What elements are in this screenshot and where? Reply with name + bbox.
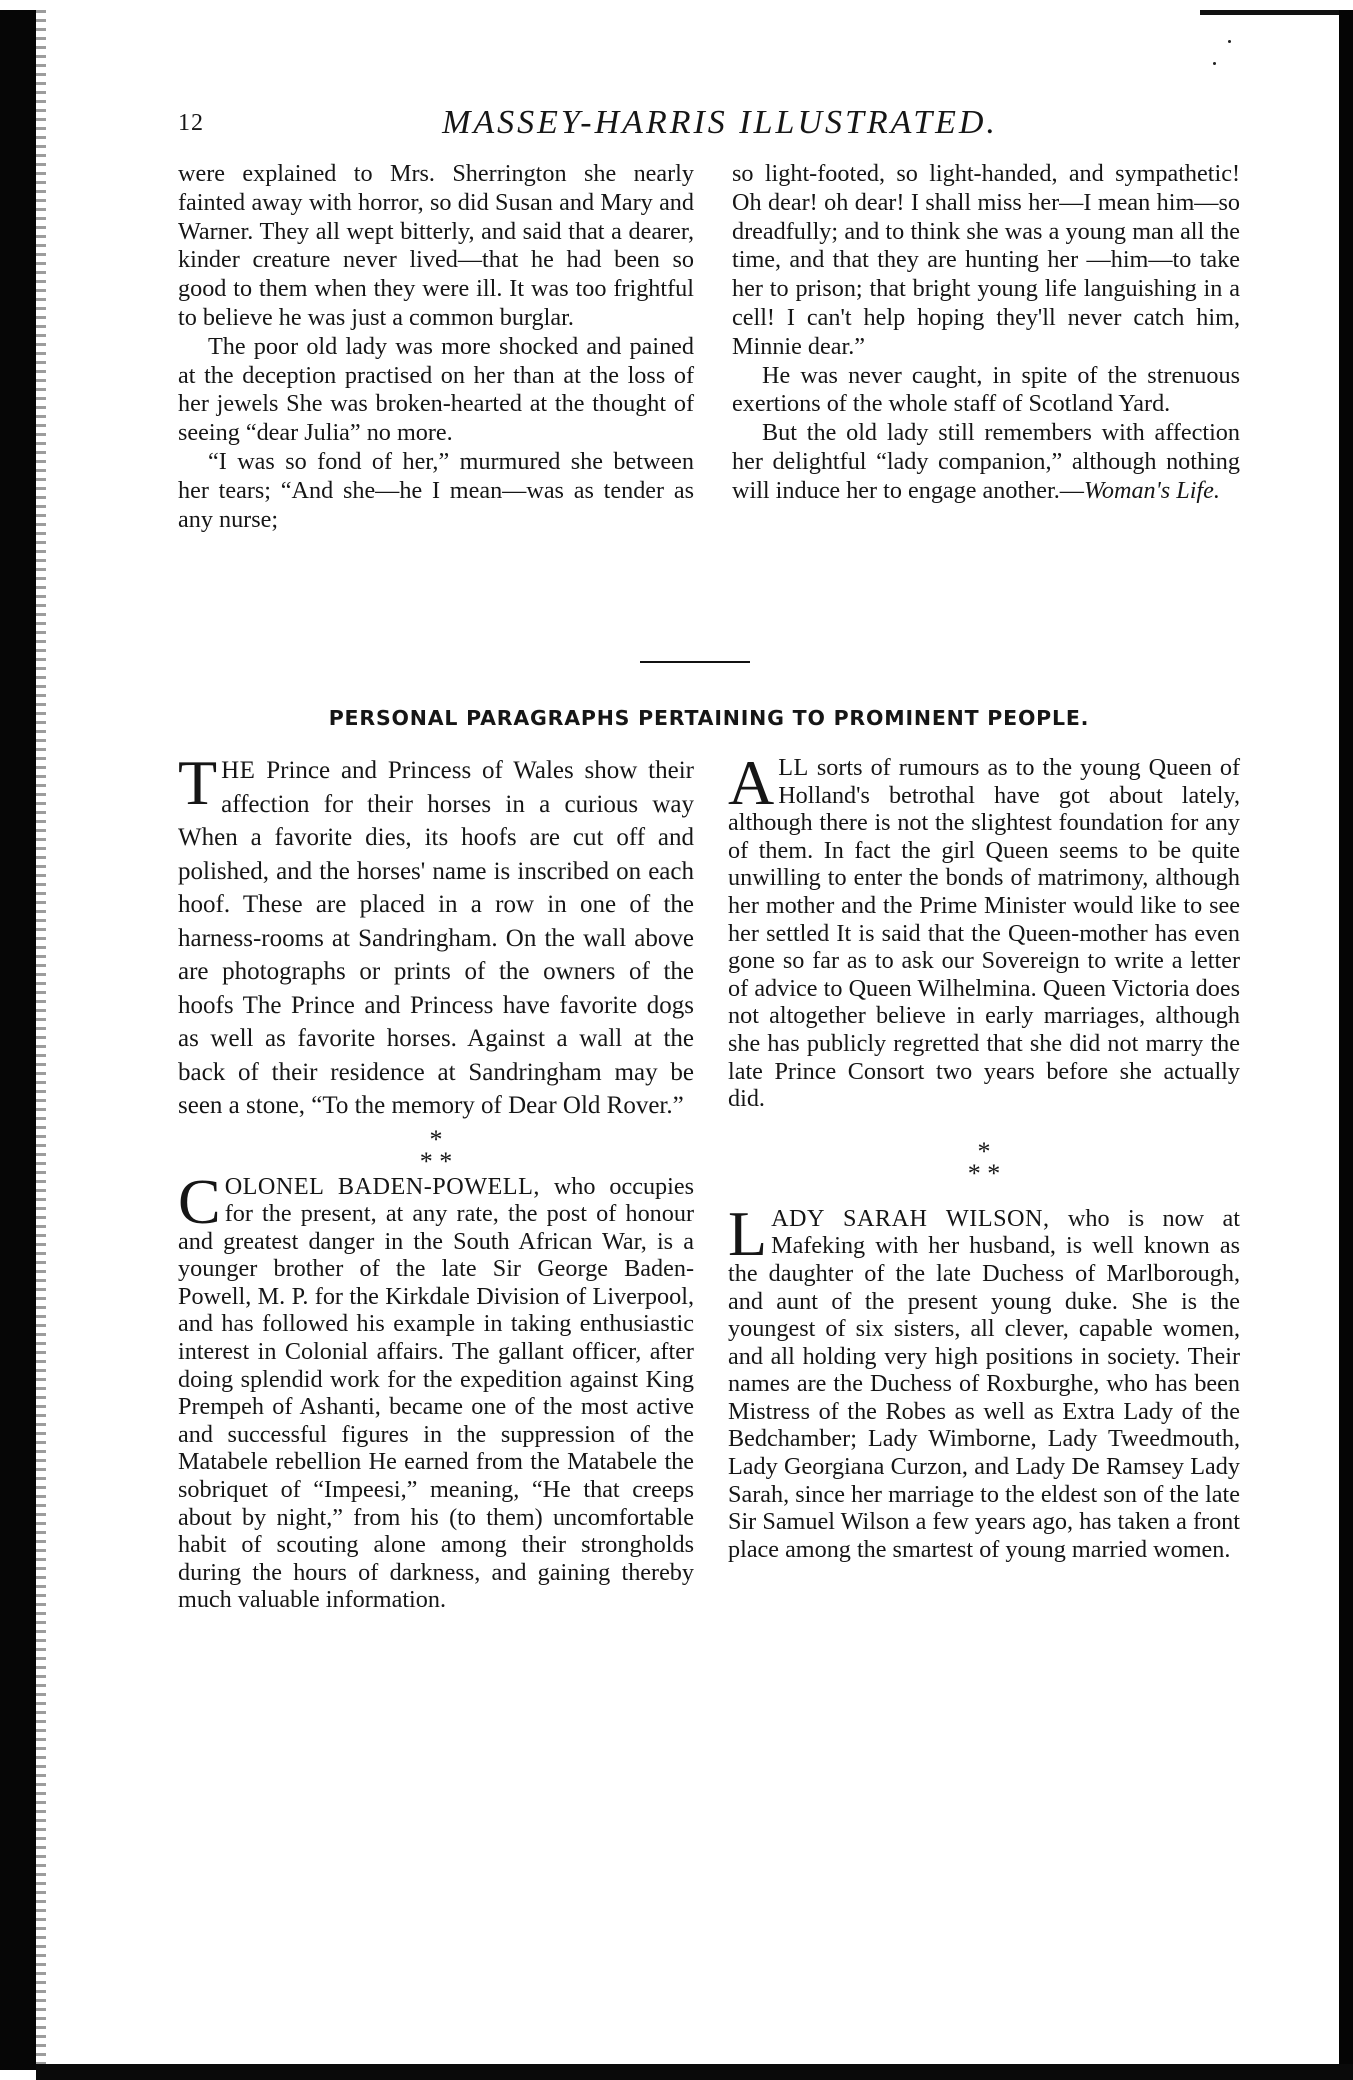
scan-border-right: [1339, 10, 1353, 2080]
running-head: MASSEY-HARRIS ILLUSTRATED.: [442, 104, 998, 141]
paragraph-body: Prince and Princess of Wales show their affection for their horses in a curious way When a favorite dies, its hoofs are cut off and polished, and the horses' name is inscribed on each hoof. These are placed in a row in one of the harness-rooms at Sandringham. On the wall above are photographs or prints of the owners of the hoofs The Prince and Princess have favorite dogs as well as favorite horses. Against a wall at the back of their residence at Sandringham may be seen a stone, “To the memory of Dear Old Rover.”: [178, 757, 694, 1119]
section-heading: PERSONAL PARAGRAPHS PERTAINING TO PROMINENT PEOPLE.: [328, 706, 1090, 730]
story-paragraph: were explained to Mrs. Sherrington she nearly fainted away with horror, so did Susan and Mary and Warner. They all wept bitterly, and said that a dearer, kinder creature never lived—that he had been so good to them when they were ill. It was too frightful to believe he was just a common burglar.: [178, 160, 694, 331]
asterism-bottom: * *: [419, 1146, 453, 1176]
paragraph-prince-of-wales: [178, 747, 694, 1123]
story-paragraph: so light-footed, so light-handed, and sympathetic! Oh dear! oh dear! I shall miss her—I mean him—so dreadfully; and to think she was a young man all the time, and that they are hunting her —him—to take her to prison; that bright young life languishing in a cell! I can't help hoping they'll never catch him, Minnie dear.”: [732, 160, 1240, 360]
lead-caps: ADY SARAH WILSON,: [771, 1204, 1050, 1232]
scan-speck: [1213, 62, 1216, 65]
drop-cap: T: [178, 747, 218, 818]
paragraph-baden-powell: [178, 1165, 694, 1615]
scan-border-left-edge: [36, 10, 46, 2070]
story-paragraph: The poor old lady was more shocked and pained at the deception practised on her than at the loss of her jewels She was broken-hearted at the thought of seeing “dear Julia” no more.: [178, 332, 694, 447]
lead-caps: OLONEL BADEN-POWELL,: [224, 1172, 540, 1200]
story-source: Woman's Life.: [1083, 476, 1220, 504]
scan-border-top: [1200, 10, 1353, 15]
page-number: 12: [178, 110, 204, 136]
drop-cap: A: [728, 747, 775, 818]
asterism-bottom: * *: [967, 1158, 1001, 1188]
section-divider: [640, 661, 750, 663]
story-paragraph: “I was so fond of her,” murmured she between her tears; “And she—he I mean—was as tender as any nurse;: [178, 447, 694, 533]
drop-cap: C: [178, 1165, 221, 1237]
asterism-top: *: [977, 1136, 991, 1166]
story-paragraph: He was never caught, in spite of the strenuous exertions of the whole staff of Scotland Yard.: [732, 361, 1240, 418]
asterism: [178, 1123, 694, 1176]
paragraph-body: who is now at Mafeking with her husband, is well known as the daughter of the late Duchess of Marlborough, and aunt of the present young duke. She is the youngest of six sisters, all clever, capable women, and all holding very high positions in society. Their names are the Duchess of Roxburghe, who has been Mistress of the Robes as well as Extra Lady of the Bedchamber; Lady Wimborne, Lady Tweedmouth, Lady Georgiana Curzon, and Lady De Ramsey Lady Sarah, since her marriage to the eldest son of the late Sir Samuel Wilson a few years ago, has taken a front place among the smartest of young married women.: [728, 1204, 1240, 1563]
asterism: [728, 1135, 1240, 1188]
scan-speck: [1228, 40, 1231, 43]
story-closing-text: But the old lady still remembers with affection her delightful “lady companion,” although nothing will induce her to engage another.—: [732, 419, 1240, 504]
scan-border-left: [0, 10, 36, 2070]
story-column-left: [178, 160, 694, 534]
paragraph-body: sorts of rumours as to the young Queen of Holland's betrothal have got about lately, although there is not the slightest foundation for any of them. In fact the girl Queen seems to be quite unwilling to enter the bonds of matrimony, although her mother and the Prime Minister would like to see her settled It is said that the Queen-mother has even gone so far as to ask our Sovereign to write a letter of advice to Queen Wilhelmina. Queen Victoria does not altogether believe in early marriages, although she has publicly regretted that she did not marry the late Prince Consort two years before she actually did.: [728, 754, 1240, 1113]
paragraph-queen-of-holland: [728, 747, 1240, 1113]
paragraphs-column-left: [178, 747, 694, 1614]
story-column-right: [732, 160, 1240, 506]
paragraph-lady-sarah-wilson: [728, 1197, 1240, 1564]
story-paragraph: [732, 419, 1240, 505]
asterism-top: *: [429, 1124, 443, 1154]
drop-cap: L: [728, 1197, 768, 1269]
lead-caps: HE: [221, 757, 256, 784]
lead-caps: LL: [778, 754, 809, 781]
scan-border-bottom: [36, 2064, 1353, 2080]
paragraphs-column-right: [728, 747, 1240, 1563]
paragraph-body: who occupies for the present, at any rate, the post of honour and greatest danger in the South African War, is a younger brother of the late Sir George Baden-Powell, M. P. for the Kirkdale Division of Liverpool, and has followed his example in taking enthusiastic interest in Colonial affairs. The gallant officer, after doing splendid work for the expedition against King Prempeh of Ashanti, became one of the most active and successful figures in the suppression of the Matabele rebellion He earned from the Matabele the sobriquet of “Impeesi,” meaning, “He that creeps about by night,” from his (to them) uncomfortable habit of scouting alone among their strongholds during the hours of darkness, and gaining thereby much valuable information.: [178, 1172, 694, 1614]
